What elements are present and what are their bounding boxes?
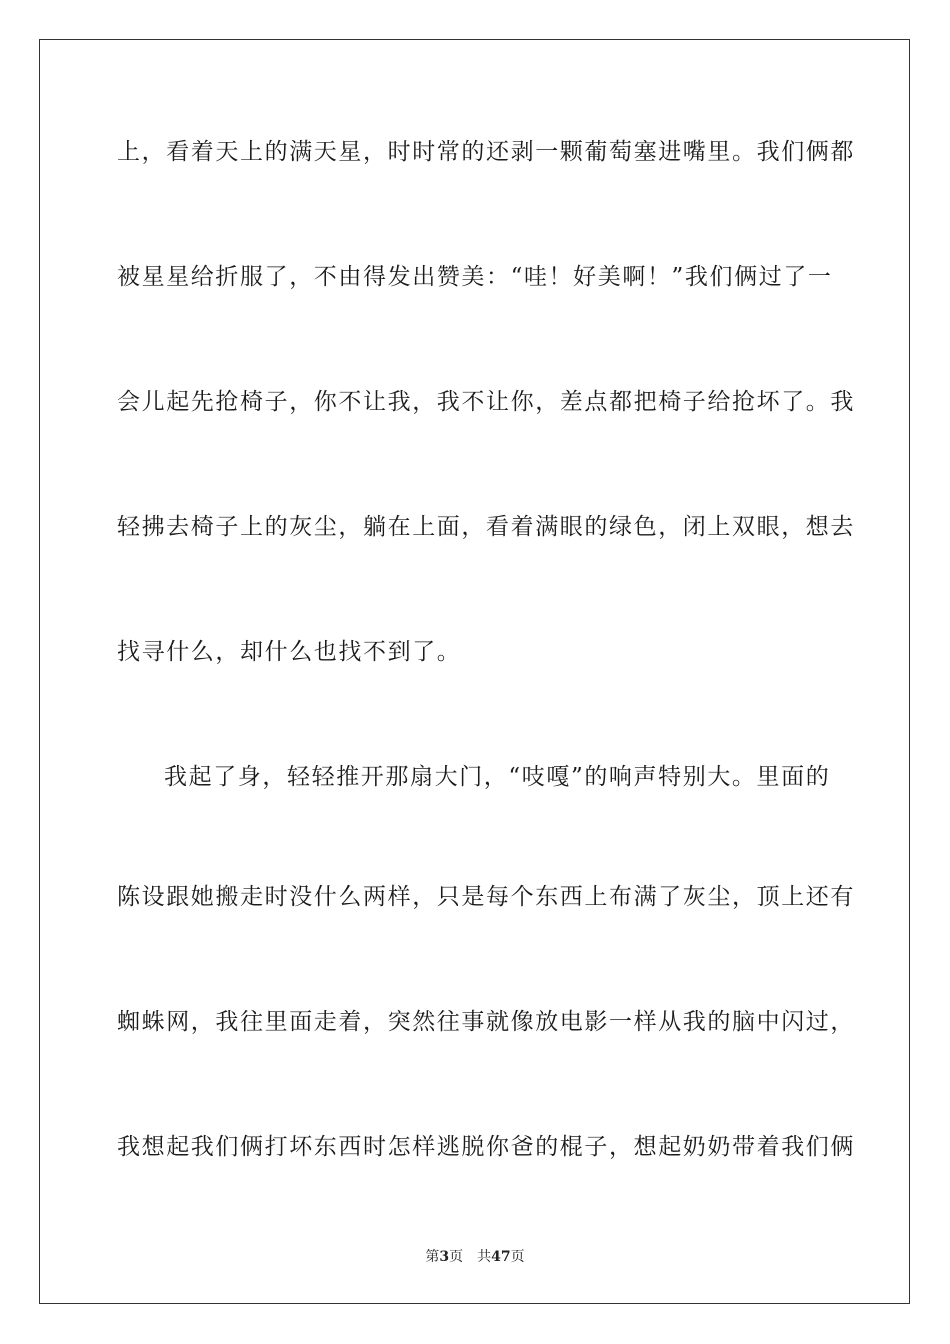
page-number: 3 bbox=[439, 1249, 450, 1265]
text-line: 蜘蛛网，我往里面走着，突然往事就像放电影一样从我的脑中闪过， bbox=[117, 1009, 855, 1035]
text-line: 会儿起先抢椅子，你不让我，我不让你，差点都把椅子给抢坏了。我 bbox=[117, 389, 855, 415]
page-suffix: 页 bbox=[449, 1249, 464, 1265]
total-pages: 47 bbox=[491, 1249, 511, 1265]
total-prefix: 共 bbox=[477, 1249, 492, 1265]
paragraph-start-line: 我起了身，轻轻推开那扇大门，“吱嘎”的响声特别大。里面的 bbox=[164, 764, 831, 790]
text-line: 上，看着天上的满天星，时时常的还剥一颗葡萄塞进嘴里。我们俩都 bbox=[117, 139, 855, 165]
text-line: 轻拂去椅子上的灰尘，躺在上面，看着满眼的绿色，闭上双眼，想去 bbox=[117, 514, 855, 540]
page-prefix: 第 bbox=[425, 1249, 440, 1265]
total-suffix: 页 bbox=[510, 1249, 525, 1265]
text-line: 陈设跟她搬走时没什么两样，只是每个东西上布满了灰尘，顶上还有 bbox=[117, 884, 855, 910]
text-line: 被星星给折服了，不由得发出赞美：“哇！好美啊！”我们俩过了一 bbox=[117, 264, 833, 290]
text-line: 我想起我们俩打坏东西时怎样逃脱你爸的棍子，想起奶奶带着我们俩 bbox=[117, 1134, 855, 1160]
text-line: 找寻什么，却什么也找不到了。 bbox=[117, 639, 462, 665]
page-border bbox=[39, 39, 910, 1304]
page-footer bbox=[0, 1248, 950, 1266]
